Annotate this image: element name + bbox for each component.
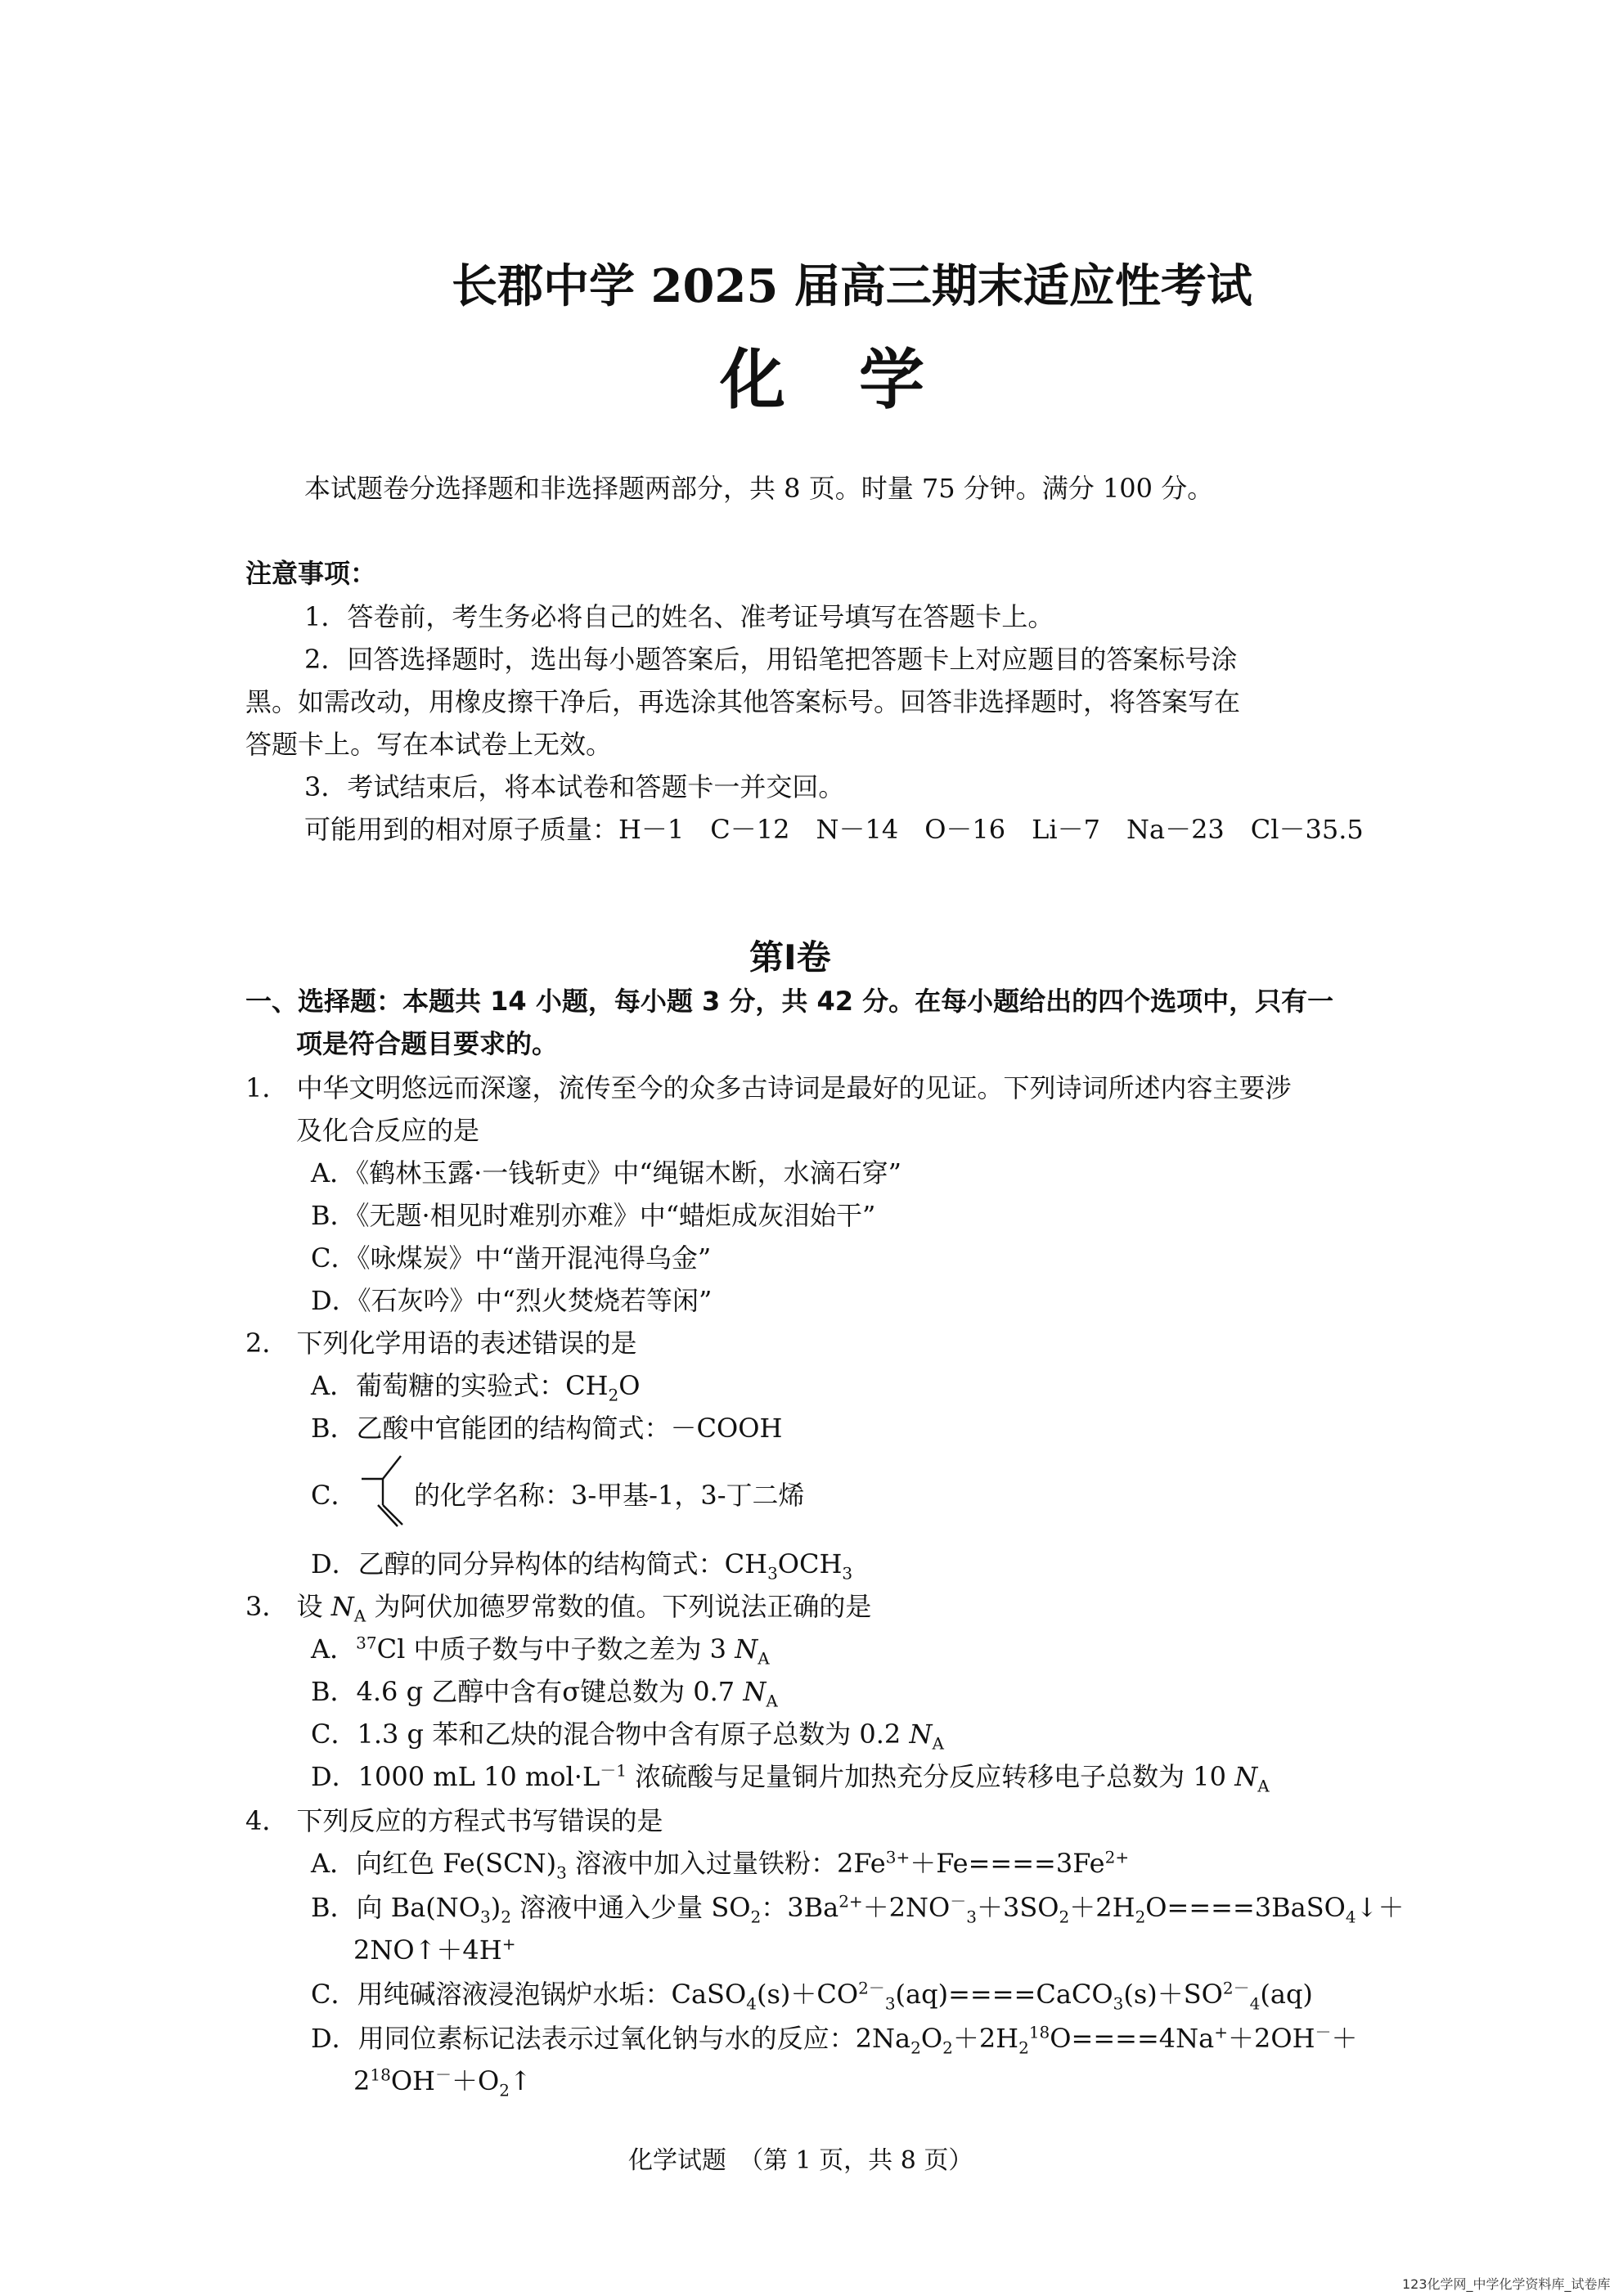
exam-intro: 本试题卷分选择题和非选择题两部分，共 8 页。时量 75 分钟。满分 100 分。 <box>304 473 1214 504</box>
q2-option-d: D．乙醇的同分异构体的结构简式：$CH_3OCH_3$ <box>311 1548 853 1584</box>
notice-item-3: 3．考试结束后，将本试卷和答题卡一并交回。 <box>304 771 845 802</box>
q1-stem-line-1: 1． 中华文明悠远而深邃，流传至今的众多古诗词是最好的见证。下列诗词所述内容主要涉 <box>245 1072 1292 1103</box>
q3-option-d: D．1000 mL 10 $mol\cdot L^{-1}$ 浓硫酸与足量铜片加热充分反应转移电子总数为 10 $N_A$ <box>311 1760 1270 1796</box>
q3-option-c: C．1.3 g 苯和乙炔的混合物中含有原子总数为 0.2 $N_A$ <box>311 1719 944 1754</box>
notice-item-2-line-3: 答题卡上。写在本试卷上无效。 <box>245 729 613 760</box>
q1-option-a: A．《鹤林玉露·一钱斩吏》中“绳锯木断，水滴石穿” <box>311 1157 902 1188</box>
part-heading: 第Ⅰ卷 <box>749 937 831 977</box>
notice-item-2-line-2: 黑。如需改动，用橡皮擦干净后，再选涂其他答案标号。回答非选择题时，将答案写在 <box>245 686 1241 717</box>
q4-option-d-line-2: $2^{18}OH^-+O_2↑$ <box>353 2065 532 2101</box>
notice-heading: 注意事项： <box>245 558 377 589</box>
q2-option-c-label: C． <box>311 1480 357 1511</box>
q3-option-a: A．$^{37}$Cl 中质子数与中子数之差为 3 $N_A$ <box>311 1633 770 1669</box>
section-instruction-line-2: 项是符合题目要求的。 <box>296 1028 559 1059</box>
q4-option-b-line-1: B．向 $Ba(NO_3)_2$ 溶液中通入少量 $SO_2$：$3Ba^{2+}+2NO^-_3+3SO_2+2H_2O====3BaSO_4↓+$ <box>311 1891 1405 1927</box>
subject-title: 化学 <box>720 341 998 418</box>
q4-option-d-line-1: D．用同位素标记法表示过氧化钠与水的反应：$2Na_2O_2+2H_2^{18}O====4Na^++2OH^-+$ <box>311 2022 1358 2058</box>
exam-title: 长郡中学 2025 届高三期末适应性考试 <box>452 259 1252 313</box>
q2-option-b: B．乙酸中官能团的结构简式：－COOH <box>311 1413 783 1444</box>
q2-stem: 2． 下列化学用语的表述错误的是 <box>245 1328 637 1359</box>
q4-option-a: A．向红色 $Fe(SCN)_3$ 溶液中加入过量铁粉：$2Fe^{3+}+Fe====3Fe^{2+}$ <box>311 1847 1130 1883</box>
q4-option-c: C．用纯碱溶液浸泡锅炉水垢：$CaSO_4(s)+CO^{2-}_3(aq)====CaCO_3(s)+SO^{2-}_4(aq)$ <box>311 1978 1313 2014</box>
section-instruction-line-1: 一、选择题：本题共 14 小题，每小题 3 分，共 42 分。在每小题给出的四个选项中，只有一 <box>245 986 1334 1017</box>
q1-option-b: B．《无题·相见时难别亦难》中“蜡炬成灰泪始干” <box>311 1200 876 1231</box>
q4-stem: 4． 下列反应的方程式书写错误的是 <box>245 1805 663 1836</box>
page-footer: 化学试题 （第 1 页，共 8 页） <box>628 2146 973 2175</box>
q1-option-d: D．《石灰吟》中“烈火焚烧若等闲” <box>311 1285 713 1316</box>
notice-item-1: 1．答卷前，考生务必将自己的姓名、准考证号填写在答题卡上。 <box>304 601 1054 632</box>
notice-item-2-line-1: 2．回答选择题时，选出每小题答案后，用铅笔把答题卡上对应题目的答案标号涂 <box>304 644 1238 675</box>
q3-option-b: B．4.6 g 乙醇中含有σ键总数为 0.7 $N_A$ <box>311 1676 778 1711</box>
q1-option-c: C．《咏煤炭》中“凿开混沌得乌金” <box>311 1242 712 1274</box>
watermark: 123化学网_中学化学资料库_试卷库 <box>1402 2276 1611 2292</box>
atomic-masses: 可能用到的相对原子质量：H－1 C－12 N－14 O－16 Li－7 Na－23 Cl－35.5 <box>304 814 1364 845</box>
q3-stem: 3． 设 $N_A$ 为阿伏加德罗常数的值。下列说法正确的是 <box>245 1591 872 1626</box>
q1-stem-line-2: 及化合反应的是 <box>296 1115 480 1146</box>
q2-option-a: A．葡萄糖的实验式：$CH_2O$ <box>311 1370 641 1405</box>
q2-option-c-text: 的化学名称：3-甲基-1，3-丁二烯 <box>414 1480 805 1511</box>
isoprene-skeletal-structure-icon <box>353 1449 412 1531</box>
q4-option-b-line-2: 2NO↑＋4H+ <box>353 1934 516 1966</box>
